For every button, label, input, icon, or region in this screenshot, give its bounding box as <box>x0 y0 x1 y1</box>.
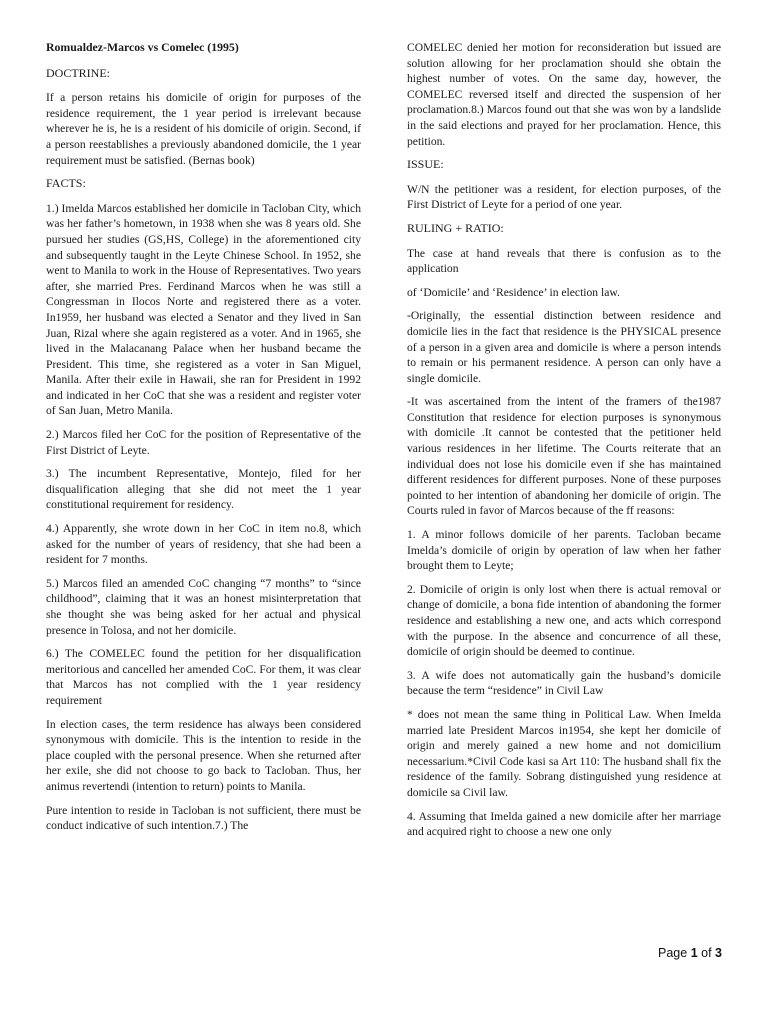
doctrine-paragraph: If a person retains his domicile of origin for purposes of the residence requirement, the 1 year period is irrelevant because wherever he is, he is a resident of his domicile of origin. Second, if a person reestablishes a previously abandoned domicile, the 1 year requirement must be satisfied. (Bernas book) <box>46 91 361 167</box>
doctrine-heading: DOCTRINE: <box>46 65 110 80</box>
fact-6: 6.) The COMELEC found the petition for her disqualification meritorious and cancelled her amended CoC. For them, it was clear that Marcos has not complied with the 1 year residency requirement <box>46 647 361 707</box>
fact-1: 1.) Imelda Marcos established her domicile in Tacloban City, which was her father’s hometown, in 1938 when she was 8 years old. She pursued her studies (GS,HS, College) in the aforementioned city and subsequently taught in the Leyte Chinese School. In 1952, she went to Manila to work in the House of Representatives. Two years after, she married Pres. Ferdinand Marcos when he was still a Congressman in Ilocos Norte and registered there as a voter. In1959, her husband was elected a Senator and they lived in San Juan, Rizal where she again registered as a voter. And in 1965, she lived in the Malacanang Palace when her husband became the President. This time, she registered as a voter in San Miguel, Manila. After their exile in Hawaii, she ran for President in 1992 and indicated in her CoC that she was a resident and register voter of San Juan, Metro Manila. <box>46 201 361 418</box>
fact-3: 3.) The incumbent Representative, Montejo, filed for her disqualification alleging that she did not meet the 1 year constitutional requirement for residency. <box>46 467 361 512</box>
page-number <box>658 946 722 960</box>
ruling-intro-continued: of ‘Domicile’ and ‘Residence’ in election law. <box>407 285 620 299</box>
reason-4: 4. Assuming that Imelda gained a new domicile after her marriage and acquired right to choose a new one only <box>407 809 721 839</box>
issue-heading: ISSUE: <box>407 157 444 172</box>
issue-paragraph: W/N the petitioner was a resident, for election purposes, of the First District of Leyte for a period of one year. <box>407 182 721 212</box>
right-column <box>407 40 721 848</box>
civil-law-note: * does not mean the same thing in Political Law. When Imelda married late President Marcos in1954, she kept her domicile of origin and merely gained a new home and not domicilium necessarium.*Civil Code kasi sa Art 110: The husband shall fix the residence of the family. Sobrang distinguished yung residence at domicile sa Civil law. <box>407 707 721 799</box>
ascertained-paragraph: -It was ascertained from the intent of the framers of the1987 Constitution that residence for election purposes is synonymous with domicile .It cannot be contested that the petitioner held various residences in her lifetime. The Courts reiterate that an individual does not lose his domicile even if she has maintained different residences for different purposes. None of these purposes pointed to her intention of abandoning her domicile of origin. The Courts ruled in favor of Marcos because of the ff reasons: <box>407 395 721 518</box>
left-column <box>46 40 361 842</box>
page-total: 3 <box>715 946 722 960</box>
ruling-intro: The case at hand reveals that there is confusion as to the application <box>407 246 721 276</box>
page-word: Page <box>658 946 688 960</box>
page-current: 1 <box>690 946 698 960</box>
pure-intention-paragraph: Pure intention to reside in Tacloban is not sufficient, there must be conduct indicative of such intention.7.) The <box>46 803 361 833</box>
election-cases-paragraph: In election cases, the term residence has always been considered synonymous with domicile. This is the intention to reside in the place coupled with the personal presence. When she returned after her exile, she did not choose to go back to Tacloban. Thus, her animus revertendi (intention to return) points to Manila. <box>46 717 361 793</box>
originally-paragraph: -Originally, the essential distinction between residence and domicile lies in the fact that residence is the PHYSICAL presence of a person in a given area and domicile is where a person intends to remain or his permanent residence. A person can only have a single domicile. <box>407 309 721 385</box>
ruling-heading: RULING + RATIO: <box>407 220 504 235</box>
case-title: Romualdez-Marcos vs Comelec (1995) <box>46 40 239 54</box>
of-word: of <box>701 946 712 960</box>
facts-heading: FACTS: <box>46 176 86 191</box>
fact-2: 2.) Marcos filed her CoC for the position of Representative of the First District of Leyte. <box>46 428 361 457</box>
fact-4: 4.) Apparently, she wrote down in her CoC in item no.8, which asked for the number of years of residency, that she had been a resident for 7 months. <box>46 522 361 567</box>
reason-1: 1. A minor follows domicile of her parents. Tacloban became Imelda’s domicile of origin by operation of law when her father brought them to Leyte; <box>407 528 721 573</box>
fact-5: 5.) Marcos filed an amended CoC changing “7 months” to “since childhood”, claiming that it was an honest misinterpretation that she thought she was being asked for her actual and physical presence in Tolosa, and not her domicile. <box>46 576 361 637</box>
reason-2: 2. Domicile of origin is only lost when there is actual removal or change of domicile, a bona fide intention of abandoning the former residence and establishing a new one, and acts which correspond with the purpose. In the absence and concurrence of all these, domicile of origin should be deemed to continue. <box>407 582 721 659</box>
reason-3: 3. A wife does not automatically gain the husband’s domicile because the term “residence” in Civil Law <box>407 668 721 698</box>
comelec-paragraph: COMELEC denied her motion for reconsideration but issued are solution allowing for her proclamation should she obtain the highest number of votes. On the same day, however, the COMELEC reversed itself and directed the suspension of her proclamation.8.) Marcos found out that she was won by a landslide in the said elections and prayed for her proclamation. Hence, this petition. <box>407 41 721 148</box>
